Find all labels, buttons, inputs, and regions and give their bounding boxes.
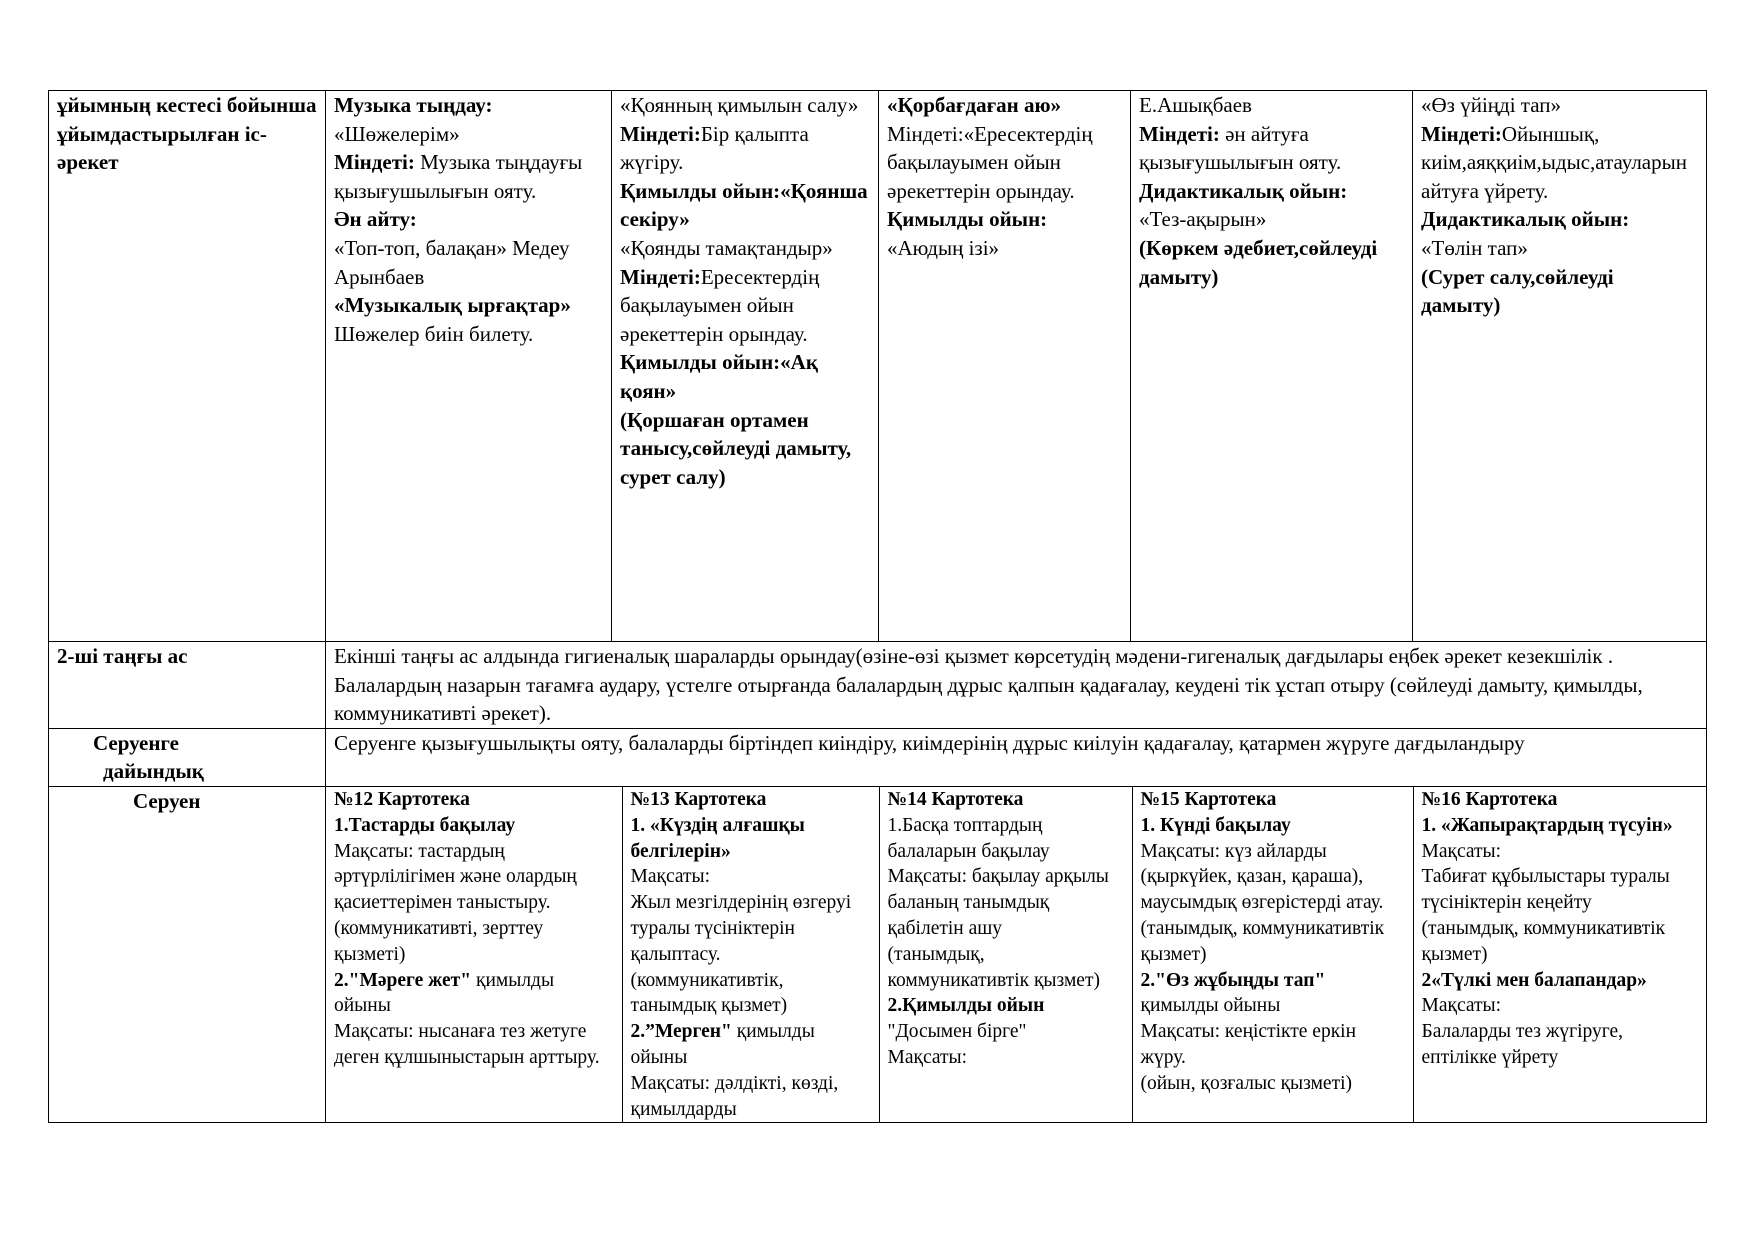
cell-text-run: Мақсаты: <box>887 1046 968 1068</box>
walk-col4 <box>1132 787 1413 1122</box>
cell-text-run: Шөжелер биін билету. <box>334 321 534 346</box>
cell-text-run: қимылды ойыны <box>630 1021 815 1068</box>
cell-text-run: «Қоянды тамақтандыр» <box>620 235 833 260</box>
cell-text-run: Дидактикалық ойын: <box>1421 207 1630 232</box>
cell-text-run: қимылды ойыны <box>1140 995 1281 1017</box>
cell-text-run: Музыка тыңдау: <box>334 93 493 117</box>
activity-col4 <box>1131 91 1413 642</box>
walk-label: Серуен <box>49 786 326 1122</box>
cell-text-run: Міндеті: <box>620 121 701 146</box>
cell-text-run: «Төлін тап» <box>1421 235 1528 260</box>
cell-text-run: Мақсаты: <box>1421 995 1502 1017</box>
cell-text-run: «Шөжелерім» <box>334 121 460 146</box>
activity-col2 <box>612 91 879 642</box>
cell-text-run: Мақсаты: <box>630 866 711 888</box>
activity-row <box>49 91 1707 642</box>
cell-text-run: Міндеті: <box>620 264 701 289</box>
cell-text-run: №15 Картотека <box>1140 788 1277 810</box>
cell-text-run: Мақсаты: бақылау арқылы баланың танымдық қабілетін ашу <box>887 866 1109 939</box>
cell-text-run: Мақсаты: <box>1421 840 1502 862</box>
walk-prep-label <box>49 728 326 786</box>
cell-text-run: Міндеті: <box>334 150 415 175</box>
cell-text-run: №16 Картотека <box>1421 788 1558 810</box>
cell-text-run: Ойыншық, киім,аяққиім,ыдыс,атауларын айтуға үйрету. <box>1421 121 1687 203</box>
cell-text-run: «Өз үйіңді тап» <box>1421 93 1562 117</box>
cell-text-run: Міндеті:«Ересектердің бақылауымен ойын әрекеттерін орындау. <box>887 121 1093 203</box>
cell-text-run: "Досымен бірге" <box>887 1021 1027 1043</box>
walk-col5 <box>1413 787 1707 1122</box>
cell-text-run: Мақсаты: тастардың әртүрлілігімен және олардың қасиеттерімен таныстыру. <box>334 840 577 914</box>
cell-text-run: Бір қалыпта жүгіру. <box>620 121 809 175</box>
cell-text-run: (Қоршаған ортамен танысу,сөйлеуді дамыту, сурет салу) <box>620 407 852 489</box>
walk-cells <box>326 786 1707 1122</box>
cell-text-run: Міндеті: <box>1421 121 1502 146</box>
cell-text-run: (танымдық, коммуникативтік қызмет) <box>887 943 1100 991</box>
cell-text-run: Музыка тыңдауғы қызығушылығын ояту. <box>334 150 583 203</box>
cell-text-run: Мақсаты: күз айларды (қыркүйек, қазан, қараша), маусымдық өзгерістерді атау. <box>1140 840 1384 914</box>
walk-col2 <box>622 787 879 1122</box>
cell-text-run: Ересектердің бақылауымен ойын әрекеттерін орындау. <box>620 264 820 346</box>
cell-text-run: 2«Түлкі мен балапандар» <box>1421 969 1647 991</box>
walk-subtable <box>326 787 1707 1122</box>
walk-col1 <box>326 787 622 1122</box>
cell-text-run: (ойын, қозғалыс қызметі) <box>1140 1072 1353 1094</box>
cell-text-run: (Көркем әдебиет,сөйлеуді дамыту) <box>1139 235 1378 289</box>
cell-text-run: 2."Мәреге жет" <box>334 969 472 991</box>
cell-text-run: (танымдық, коммуникативтік қызмет) <box>1421 917 1666 965</box>
schedule-page <box>48 90 1706 1123</box>
cell-text-run: (танымдық, коммуникативтік қызмет) <box>1140 917 1385 965</box>
cell-text-run: 2.”Мерген" <box>630 1021 732 1043</box>
cell-text-run: Қимылды ойын:«Қоянша секіру» <box>620 178 868 232</box>
cell-text-run: (коммуникативті, зерттеу қызметі) <box>334 917 544 965</box>
cell-text-run: Қимылды ойын: <box>887 207 1048 232</box>
cell-text-run: №13 Картотека <box>630 788 767 810</box>
cell-text-run: Балаларды тез жүгіруге, ептілікке үйрету <box>1421 1021 1624 1068</box>
activity-col5 <box>1413 91 1707 642</box>
cell-text-run: Мақсаты: нысанаға тез жетуге деген құлшыныстарын арттыру. <box>334 1021 600 1068</box>
cell-text-run: Ән айту: <box>334 207 417 232</box>
breakfast-row <box>49 642 1707 729</box>
activity-col1 <box>326 91 612 642</box>
cell-text-run: Жыл мезгілдерінің өзгеруі туралы түсініктерін қалыптасу. <box>630 892 852 965</box>
walk-col3 <box>879 787 1132 1122</box>
cell-text-run: «Тез-ақырын» <box>1139 207 1267 232</box>
cell-text-run: (Сурет салу,сөйлеуді дамыту) <box>1421 264 1614 318</box>
cell-text-run: «Қоянның қимылын салу» <box>620 93 859 117</box>
cell-text-run: ән айтуға қызығушылығын ояту. <box>1139 121 1342 175</box>
cell-text-run: 1.Басқа топтардың балаларын бақылау <box>887 814 1050 862</box>
breakfast-text: Екінші таңғы ас алдында гигиеналық шараларды орындау(өзіне-өзі қызмет көрсетудің мәдени-гигеналық дағдылары еңбек әрекет кезекшілік . Балалардың назарын тағамға аудару, үстелге отырғанда балалардың дұрыс қалпын қадағалау, кеудені тік ұстап отыру (сөйлеуді дамыту, қимылды, коммуникативті әрекет). <box>326 642 1707 729</box>
breakfast-label: 2-ші таңғы ас <box>49 642 326 729</box>
cell-text-run: қимылды ойыны <box>334 969 555 1017</box>
cell-text-run: «Топ-топ, балақан» Медеу Арынбаев <box>334 235 570 289</box>
cell-text-run: Мақсаты: дәлдікті, көзді, қимылдарды <box>630 1072 839 1120</box>
cell-text-run: Мақсаты: кеңістікте еркін жүру. <box>1140 1021 1357 1068</box>
activity-col3 <box>879 91 1131 642</box>
walk-row <box>49 786 1707 1122</box>
cell-text-run: 1. «Жапырақтардың түсуін» <box>1421 814 1673 836</box>
cell-text-run: 2.Қимылды ойын <box>887 995 1045 1017</box>
cell-text-run: №12 Картотека <box>334 788 470 810</box>
cell-text-run: №14 Картотека <box>887 788 1024 810</box>
cell-text-run: 1. Күнді бақылау <box>1140 814 1291 836</box>
cell-text-run: Дидактикалық ойын: <box>1139 178 1348 203</box>
cell-text-run: Табиғат құбылыстары туралы түсініктерін кеңейту <box>1421 866 1670 914</box>
cell-text-run: Е.Ашықбаев <box>1139 93 1252 117</box>
walk-prep-label-line1: Серуенге <box>93 730 179 755</box>
cell-text-run: «Аюдың ізі» <box>887 235 1000 260</box>
cell-text-run: 2."Өз жұбыңды тап" <box>1140 969 1326 991</box>
walk-prep-text: Серуенге қызығушылықты ояту, балаларды біртіндеп киіндіру, киімдерінің дұрыс киілуін қадағалау, қатармен жүруге дағдыландыру <box>326 728 1707 786</box>
cell-text-run: (коммуникативтік, танымдық қызмет) <box>630 969 788 1017</box>
schedule-table <box>48 90 1707 1123</box>
activity-label: ұйымның кестесі бойынша ұйымдастырылған іс-әрекет <box>49 91 326 642</box>
cell-text-run: 1. «Күздің алғашқы белгілерін» <box>630 814 805 862</box>
walk-prep-label-line2: дайындық <box>103 759 204 784</box>
cell-text-run: Міндеті: <box>1139 121 1220 146</box>
walk-prep-row <box>49 728 1707 786</box>
cell-text-run: 1.Тастарды бақылау <box>334 814 516 836</box>
cell-text-run: Қимылды ойын:«Ақ қоян» <box>620 350 818 403</box>
cell-text-run: «Қорбағдаған аю» <box>887 93 1061 117</box>
cell-text-run: «Музыкалық ырғақтар» <box>334 293 571 318</box>
